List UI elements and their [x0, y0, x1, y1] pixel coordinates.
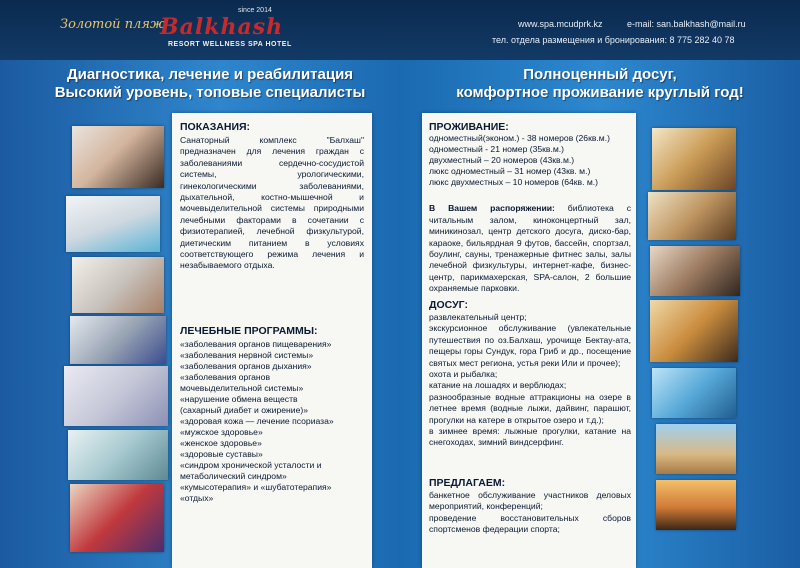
photo-spa-wrap [64, 366, 168, 426]
list-item: одноместный(эконом.) - 38 номеров (26кв.м.) [429, 133, 610, 143]
list-item: «синдром хронической усталости и [180, 460, 322, 470]
logo-subtitle: RESORT WELLNESS SPA HOTEL [168, 41, 292, 48]
list-item: люкс двухместных – 10 номеров (64кв. м.) [429, 177, 599, 187]
leisure-text: развлекательный центр; экскурсионное обслуживание (увлекательные путешествия по оз.Балхаш, урочище Бектау-ата, пещеры горы Сундук, гора Гриб и др., посещение святых мест региона, устья реки Или и прочее); охота и рыбалка; катание на лошадях и верблюдах; разнообразные водные аттракционы на озере в летнее время (водные лыжи, дайвинг, парашют, прогулки на катере в открытое озеро и т.д.); в зимнее время: лыжные прогулки, катание на снегоходах, зимний виндсерфинг. [429, 312, 631, 448]
right-heading-line-2: комфортное проживание круглый год! [456, 84, 744, 101]
left-heading-line-2: Высокий уровень, топовые специалисты [54, 84, 366, 101]
programs-list [180, 339, 370, 504]
photo-kumys-service [70, 484, 164, 552]
facilities-label: В Вашем распоряжении: [429, 203, 555, 214]
list-item: «заболевания органов дыхания» [180, 361, 312, 371]
list-item: «женское здоровье» [180, 438, 262, 448]
header-bar [0, 0, 800, 60]
photo-medical-device [70, 316, 166, 364]
accommodation-panel [422, 113, 636, 568]
list-item: «заболевания органов пищеварения» [180, 339, 332, 349]
photo-water-rides [652, 368, 736, 418]
website-link[interactable]: www.spa.mcudprk.kz [518, 19, 603, 29]
left-heading-line-1: Диагностика, лечение и реабилитация [66, 66, 354, 83]
facilities-list: библиотека с читальным залом, киноконцертный зал, миникинозал, центр детского досуга, диско-бар, караоке, бильярдная 9 футов, бассейн, спортзал, боулинг, сауны, тренажерные фитнес залы, залы лечебной физкультуры, интернет-кафе, бизнес-центр, парикмахерская, SPA-салон, 2 большие охраняемые парковки. [429, 203, 631, 294]
photo-camels [656, 424, 736, 474]
room-types-list [429, 133, 631, 188]
list-item: мочевыделительной системы» [180, 383, 304, 393]
list-item: метаболический синдром» [180, 471, 287, 481]
facilities-text [429, 192, 631, 298]
photo-horse-riding [656, 480, 736, 530]
photo-massage [72, 126, 164, 188]
list-item: двухместный – 20 номеров (43кв.м.) [429, 155, 575, 165]
list-item: одноместный - 21 номер (35кв.м.) [429, 144, 565, 154]
list-item: «здоровые суставы» [180, 449, 263, 459]
photo-hotel-room [650, 246, 740, 296]
photo-physiotherapy [72, 257, 164, 313]
email-link[interactable]: e-mail: san.balkhash@mail.ru [627, 19, 746, 29]
logo-brand: Balkhash [160, 14, 284, 40]
indications-text: Санаторный комплекс "Балхаш" предназначен для лечения граждан с заболеваниями сердечно-сосудистой системы, урологическими, гинекологическими заболеваниями, дыхательной, костно-мышечной и мочевыделительной системы природными лечебными факторами в сочетании с физиотерапией, лечебной физкультурой, диетическим питанием в условиях соответствующего режима лечения и незабываемого отдыха. [180, 135, 364, 271]
photo-bowling [650, 300, 738, 362]
list-item: «заболевания нервной системы» [180, 350, 314, 360]
list-item: «мужское здоровье» [180, 427, 263, 437]
list-item: «здоровая кожа — лечение псориаза» [180, 416, 334, 426]
photo-relax-room [68, 430, 168, 480]
leisure-title: ДОСУГ: [429, 299, 468, 311]
logo-since: since 2014 [238, 7, 272, 14]
logo-script: Золотой пляж [60, 17, 165, 32]
indications-title: ПОКАЗАНИЯ: [180, 121, 251, 133]
treatment-panel [172, 113, 372, 568]
list-item: «нарушение обмена веществ [180, 394, 298, 404]
list-item: (сахарный диабет и ожирение)» [180, 405, 308, 415]
living-title: ПРОЖИВАНИЕ: [429, 121, 509, 133]
programs-title: ЛЕЧЕБНЫЕ ПРОГРАММЫ: [180, 325, 318, 337]
photo-corridor [648, 192, 736, 240]
offer-text: банкетное обслуживание участников деловых мероприятий, конференций; проведение восстановительных сборов спортсменов федерации спорта; [429, 490, 631, 535]
list-item: «кумысотерапия» и «шубатотерапия» [180, 482, 332, 492]
photo-hotel-lobby [652, 128, 736, 190]
list-item: «отдых» [180, 493, 214, 503]
phone-number: тел. отдела размещения и бронирования: 8 775 282 40 78 [492, 35, 735, 45]
right-heading-line-1: Полноценный досуг, [523, 66, 677, 83]
list-item: «заболевания органов [180, 372, 271, 382]
list-item: люкс одноместный – 31 номер (43кв. м.) [429, 166, 591, 176]
offer-title: ПРЕДЛАГАЕМ: [429, 477, 506, 489]
photo-dental-chair [66, 196, 160, 252]
